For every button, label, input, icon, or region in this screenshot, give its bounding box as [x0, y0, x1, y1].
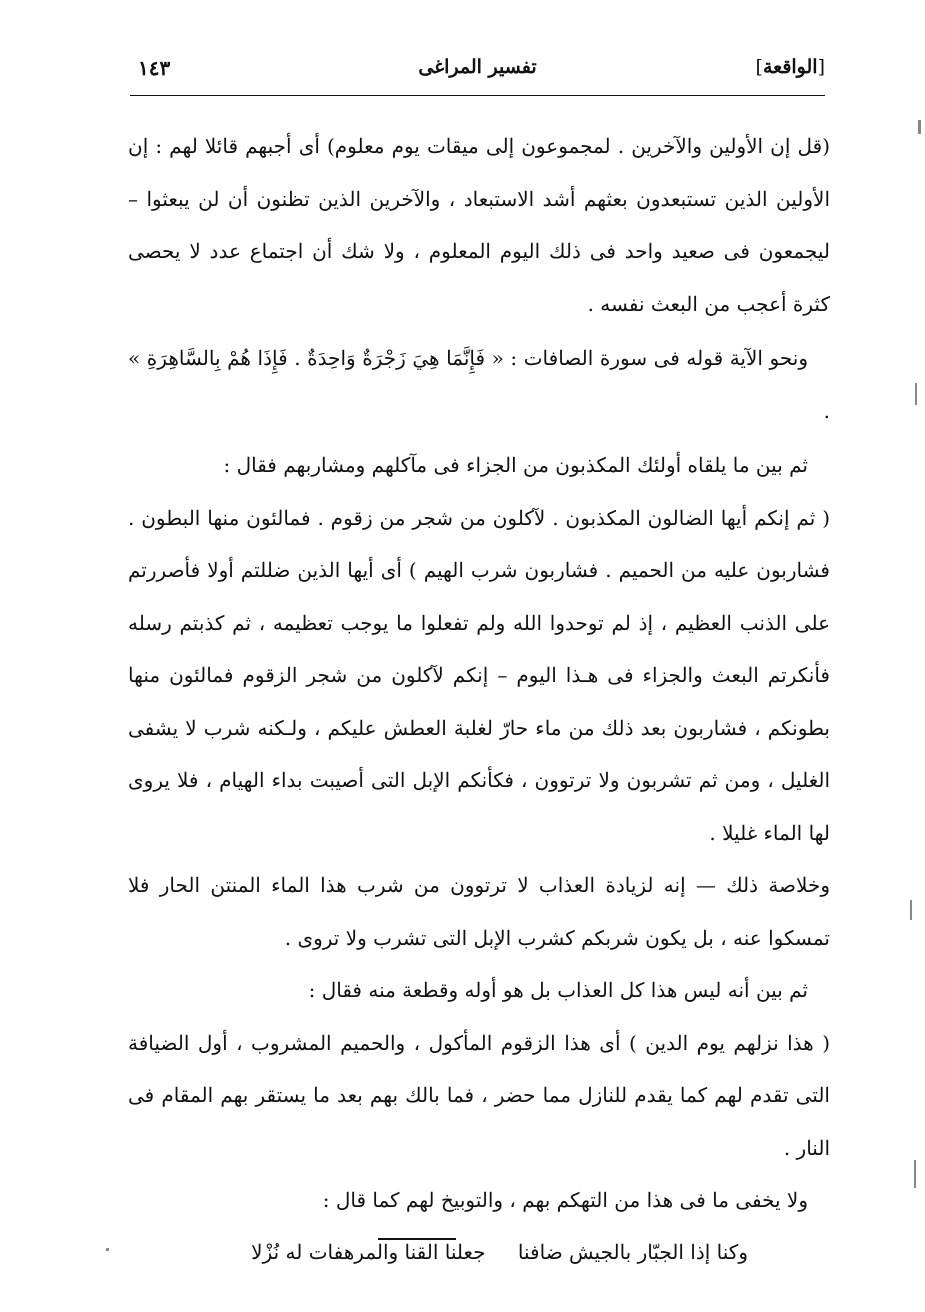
scan-speck [914, 1160, 916, 1188]
page-header [130, 50, 825, 96]
footer-divider [378, 1238, 456, 1240]
verse-first-hemistich: وكنا إذا الجبّار بالجيش ضافنا [517, 1239, 748, 1264]
scan-speck [106, 1248, 109, 1251]
paragraph: ( ثم إنكم أيها الضالون المكذبون . لآكلون من شجر من زقوم . فمالئون منها البطون . فشاربون عليه من الحميم . فشاربون شرب الهيم ) أى أيها الذين ضللتم أولا فأصررتم على الذنب العظيم ، إذ لم توحدوا الله ولم تفعلوا ما يوجب تعظيمه ، ثم كذبتم رسله فأنكرتم البعث والجزاء فى هـذا اليوم – إنكم لآكلون من شجر الزقوم فمالئون منها بطونكم ، فشاربون بعد ذلك من ماء حارّ لغلبة العطش عليكم ، ولـكنه شرب لا يشفى الغليل ، ومن ثم تشربون ولا ترتوون ، فكأنكم الإبل التى أصيبت بداء الهيام ، فلا يروى لها الماء غليلا . [128, 505, 830, 845]
scan-speck [918, 120, 921, 134]
page-number: ١٤٣ [138, 56, 171, 80]
paragraph: ( هذا نزلهم يوم الدين ) أى هذا الزقوم المأكول ، والحميم المشروب ، أول الضيافة التى تقدم لهم كما يقدم للنازل مما حضر ، فما بالك بهم بعد ما يستقر بهم المقام فى النار . [128, 1030, 830, 1160]
verse-second-hemistich: جعلنا القنا والمرهفات له نُزْلا [251, 1239, 486, 1264]
book-title: تفسير المراغى [418, 56, 537, 78]
header-divider [130, 95, 825, 96]
scan-speck [915, 383, 917, 405]
page-body [128, 120, 830, 1277]
paragraph: ولا يخفى ما فى هذا من التهكم بهم ، والتوبيخ لهم كما قال : [322, 1188, 808, 1212]
surah-name-header: [الواقعة] [755, 56, 825, 78]
paragraph: ونحو الآية قوله فى سورة الصافات : « فَإِنَّمَا هِيَ زَجْرَةٌ وَاحِدَةٌ . فَإِذَا هُمْ بِالسَّاهِرَةِ » . [128, 346, 830, 423]
poetry-verse [128, 1227, 830, 1277]
paragraph: (قل إن الأولين والآخرين . لمجموعون إلى ميقات يوم معلوم) أى أجبهم قائلا لهم : إن الأولين الذين تستبعدون بعثهم أشد الاستبعاد ، والآخرين الذين تظنون أن لن يبعثوا – ليجمعون فى صعيد واحد فى ذلك اليوم المعلوم ، ولا شك أن اجتماع عدد لا يحصى كثرة أعجب من البعث نفسه . [128, 134, 831, 316]
paragraph: ثم بين أنه ليس هذا كل العذاب بل هو أوله وقطعة منه فقال : [308, 978, 808, 1002]
paragraph: ثم بين ما يلقاه أولئك المكذبون من الجزاء فى مآكلهم ومشاربهم فقال : [223, 453, 808, 477]
scan-speck [910, 900, 912, 920]
paragraph: وخلاصة ذلك — إنه لزيادة العذاب لا ترتوون من شرب هذا الماء المنتن الحار فلا تمسكوا عنه ، بل يكون شربكم كشرب الإبل التى تشرب ولا تروى . [128, 873, 830, 950]
